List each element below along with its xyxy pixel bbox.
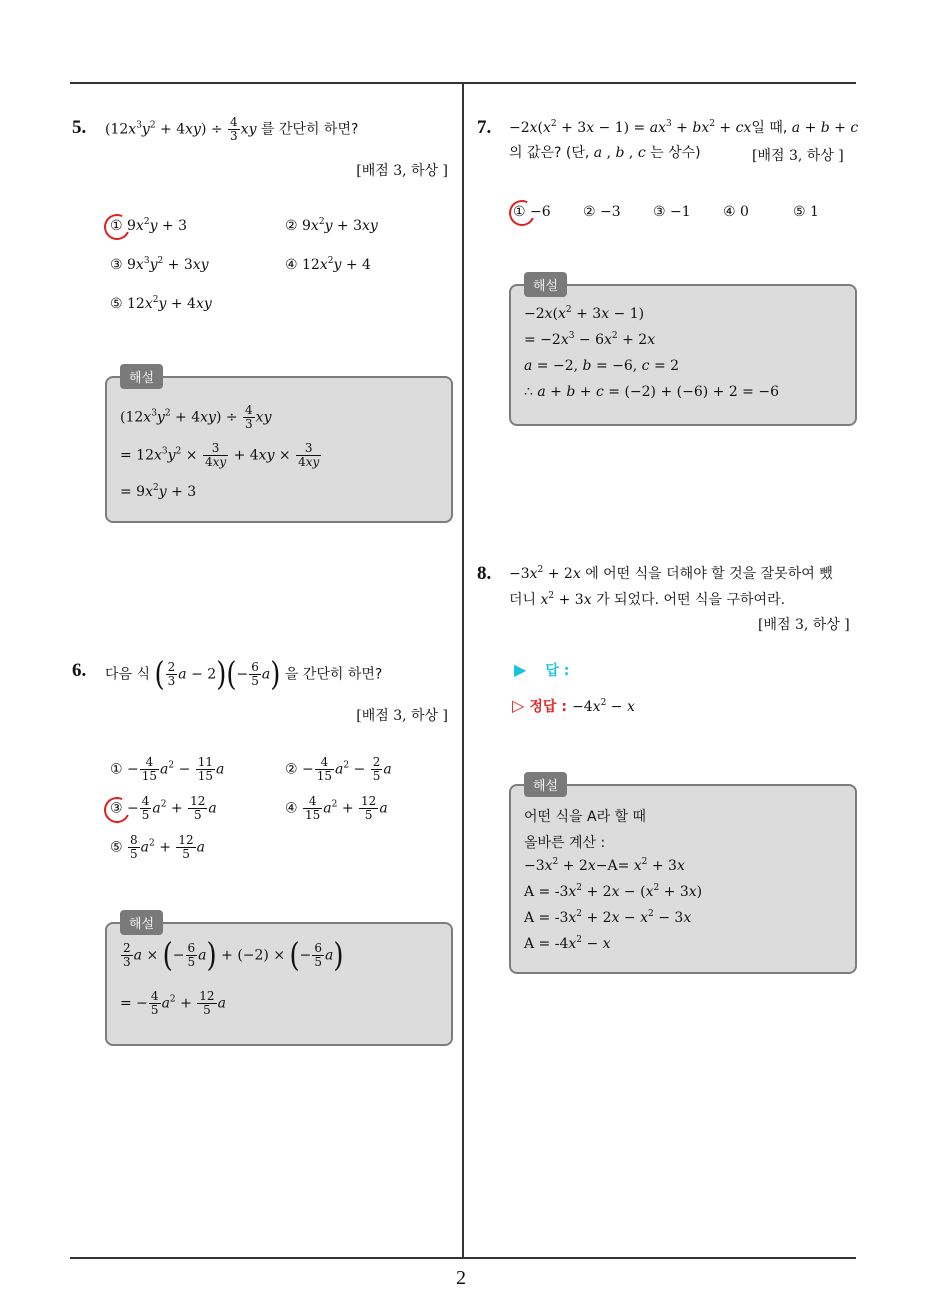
q5-stem-suffix: 를 간단히 하면?: [260, 121, 359, 138]
q7-option-4[interactable]: ④ 0: [723, 204, 749, 220]
q8-stem-line2: 더니 $x^2 + 3x$ 가 되었다. 어떤 식을 구하여라.: [509, 591, 786, 608]
q8-stem-line1: $-3x^2 + 2x$ 에 어떤 식을 더해야 할 것을 잘못하여 뺐: [509, 565, 833, 582]
q7-score: [배점 3, 하상 ]: [752, 148, 844, 164]
q7-sol-line2: = $-2x^3 - 6x^2 + 2x$: [524, 331, 656, 348]
q5-sol-line2: = $12x^3y^2$ × $\frac{3}{4xy}$ + 4xy × $\frac{3}{4xy}$: [120, 441, 320, 469]
q6-score: [배점 3, 하상 ]: [356, 708, 448, 724]
q8-sol-line4: $A = -3x^2 + 2x - (x^2 + 3x)$: [524, 883, 703, 900]
q8-correct-label: 정답 :: [529, 699, 567, 715]
q7-sol-line4: ∴ a + b + c = (−2) + (−6) + 2 = −6: [524, 384, 780, 400]
q6-stem-prefix: 다음 식: [105, 666, 151, 683]
column-divider: [462, 82, 464, 1258]
q6-stem: 다음 식 ( $\frac{2}{3}$ a − 2)(− $\frac{6}{5}$ a) 을 간단히 하면?: [105, 655, 383, 694]
q6-sol-line2: = − $\frac{4}{5}$ $a^2$ + $\frac{12}{5}$ a: [120, 989, 226, 1017]
q8-sol-line3: $-3x^2 + 2x-A= x^2 + 3x$: [524, 857, 685, 874]
q7-option-1[interactable]: ① −6: [513, 204, 551, 220]
q5-score: [배점 3, 하상 ]: [356, 163, 448, 179]
page-number: 2: [456, 1267, 466, 1289]
q8-sol-line5: $A = -3x^2 + 2x - x^2 - 3x$: [524, 909, 692, 926]
q5-sol-line1: $(12x^3y^2 + 4xy)$ ÷ $\frac{4}{3}$ xy: [120, 403, 272, 431]
q6-option-5[interactable]: ⑤ $\frac{8}{5}$ $a^2$ + $\frac{12}{5}$ a: [110, 833, 206, 861]
q5-sol-line3: = $9x^2y + 3$: [120, 483, 197, 500]
q7-option-2[interactable]: ② −3: [583, 204, 621, 220]
q7-stem-line2: 의 값은? (단, a , b , c 는 상수): [509, 145, 701, 161]
q5-option-5[interactable]: ⑤ $12x^2y + 4xy$: [110, 295, 212, 312]
q6-stem-suffix: 을 간단히 하면?: [284, 666, 383, 683]
q5-option-4[interactable]: ④ $12x^2y + 4$: [285, 256, 371, 273]
q8-correct-value: $-4x^2 - x$: [572, 698, 635, 715]
q8-answer-label: 답 :: [545, 663, 570, 679]
q6-solution-tag: 해설: [120, 910, 163, 935]
q8-correct-row: [512, 696, 635, 716]
q5-option-3[interactable]: ③ $9x^3y^2 + 3xy$: [110, 256, 209, 273]
q8-number: 8.: [477, 563, 492, 584]
bottom-rule: [70, 1257, 856, 1259]
q6-number: 6.: [72, 660, 87, 681]
q5-solution-tag: 해설: [120, 364, 163, 389]
q7-sol-line1: $-2x(x^2 + 3x - 1)$: [524, 305, 645, 322]
q6-option-2[interactable]: ② − $\frac{4}{15}$ $a^2$ − $\frac{2}{5}$ a: [285, 755, 392, 783]
q5-option-1[interactable]: ① $9x^2y + 3$: [110, 217, 188, 234]
q7-option-5[interactable]: ⑤ 1: [793, 204, 819, 220]
q6-sol-line1: $\frac{2}{3}$ a × (− $\frac{6}{5}$ a) + (−2) × (− $\frac{6}{5}$ a): [123, 936, 344, 975]
q7-solution-tag: 해설: [524, 272, 567, 297]
q8-sol-line1: 어떤 식을 A라 할 때: [524, 809, 647, 825]
q5-number: 5.: [72, 117, 87, 138]
q5-solution-box: [105, 376, 453, 523]
q8-solution-box: [509, 784, 857, 974]
q7-number: 7.: [477, 117, 492, 138]
play-outline-icon: ▷: [512, 696, 525, 715]
q7-solution-box: [509, 284, 857, 426]
q6-option-3[interactable]: ③ − $\frac{4}{5}$ $a^2$ + $\frac{12}{5}$ a: [110, 794, 217, 822]
q8-sol-line6: $A = -4x^2 - x$: [524, 935, 611, 952]
q8-answer-row: [514, 660, 569, 680]
play-icon: ▶: [514, 660, 527, 679]
q6-solution-box: [105, 922, 453, 1046]
q7-sol-line3: a = −2, b = −6, c = 2: [524, 358, 680, 374]
q8-solution-tag: 해설: [524, 772, 567, 797]
q6-option-1[interactable]: ① − $\frac{4}{15}$ $a^2$ − $\frac{11}{15}$ a: [110, 755, 225, 783]
q5-stem: $(12x^3y^2 + 4xy)$ ÷ $\frac{4}{3}$ xy 를 간단히 하면?: [105, 115, 359, 143]
q6-option-4[interactable]: ④ $\frac{4}{15}$ $a^2$ + $\frac{12}{5}$ a: [285, 794, 388, 822]
q8-score: [배점 3, 하상 ]: [758, 617, 850, 633]
q8-sol-line2: 올바른 계산 :: [524, 835, 606, 851]
q5-option-2[interactable]: ② $9x^2y + 3xy$: [285, 217, 378, 234]
q7-stem-line1: $-2x(x^2 + 3x - 1) = ax^3 + bx^2$ + cx일 때, a + b + c: [509, 119, 859, 136]
q7-option-3[interactable]: ③ −1: [653, 204, 691, 220]
